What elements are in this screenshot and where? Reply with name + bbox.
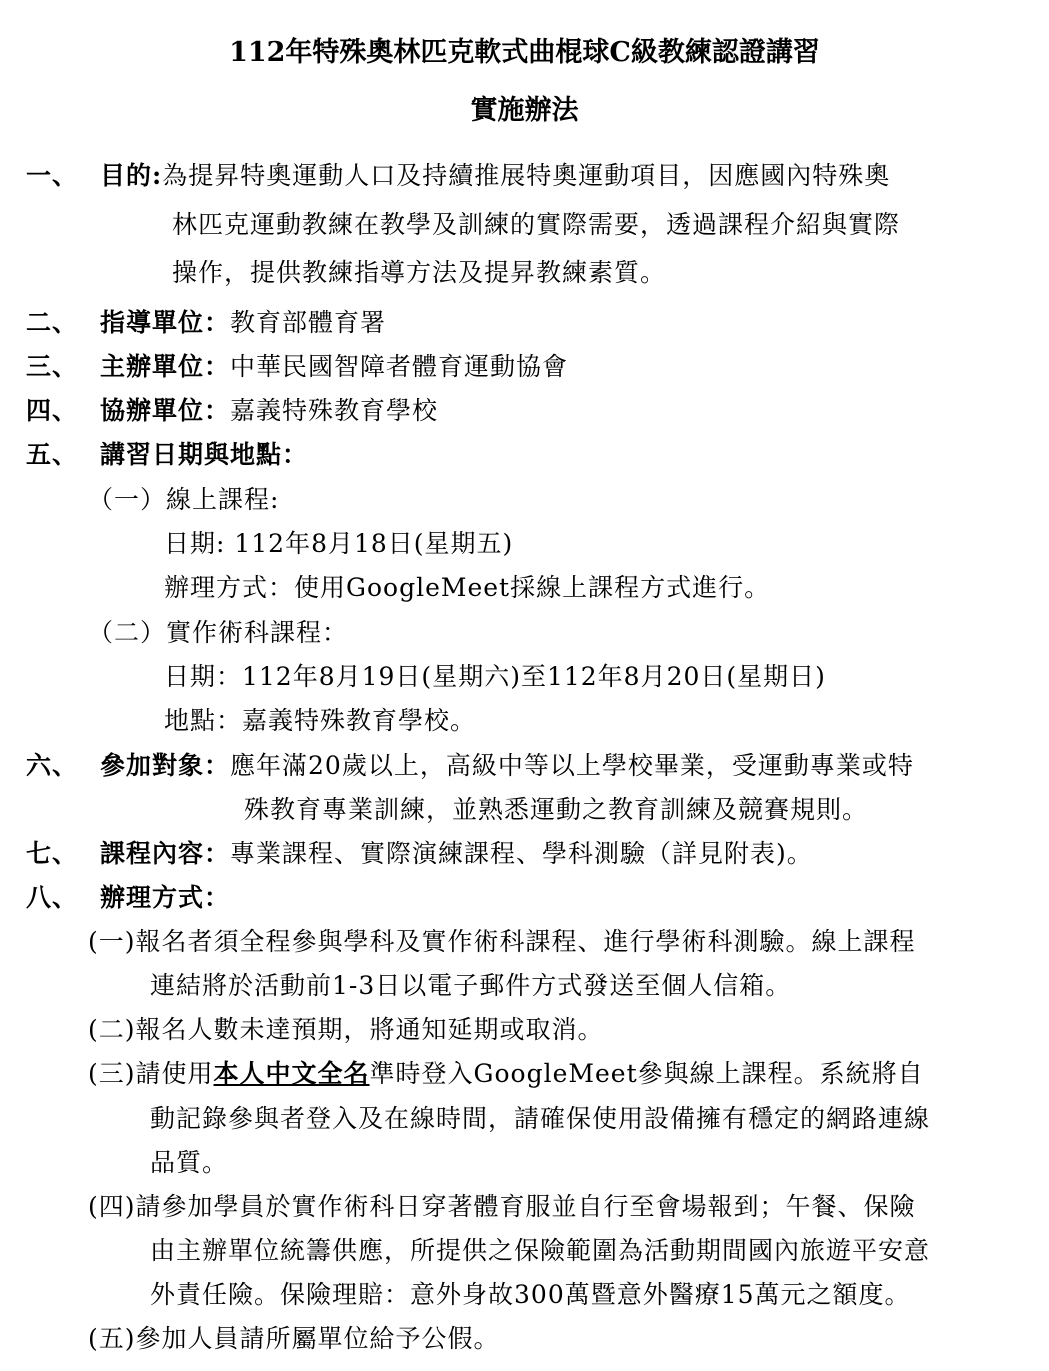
- practical-course-place: 地點：嘉義特殊教育學校。: [164, 706, 477, 735]
- section-label: 課程內容：: [100, 839, 231, 868]
- practical-course-date: 日期：112年8月19日(星期六)至112年8月20日(星期日): [164, 662, 826, 691]
- section-text: 為提昇特奧運動人口及持續推展特奧運動項目，因應國內特殊奧: [162, 161, 891, 190]
- procedure-item-5: (五)參加人員請所屬單位給予公假。: [88, 1324, 500, 1353]
- section-number: 六、: [26, 751, 79, 780]
- section-text: 殊教育專業訓練，並熟悉運動之教育訓練及競賽規則。: [244, 795, 869, 824]
- emphasized-text: 本人中文全名: [213, 1059, 370, 1088]
- section-text: 嘉義特殊教育學校: [230, 396, 439, 425]
- section-text: 教育部體育署: [230, 308, 387, 337]
- section-text: 專業課程、實際演練課程、學科測驗（詳見附表)。: [230, 839, 813, 868]
- procedure-item-3-cont: 動記錄參與者登入及在線時間，請確保使用設備擁有穩定的網路連線: [150, 1104, 931, 1133]
- procedure-item-3-cont: 品質。: [150, 1148, 229, 1177]
- section-label: 協辦單位：: [100, 396, 231, 425]
- document-subtitle: 實施辦法: [470, 95, 579, 126]
- section-label: 主辦單位：: [100, 352, 231, 381]
- section-number: 五、: [26, 440, 79, 469]
- section-course-content: [26, 839, 813, 869]
- section-number: 一、: [26, 161, 79, 190]
- procedure-item-2: (二)報名人數未達預期，將通知延期或取消。: [88, 1015, 604, 1044]
- procedure-item-1-cont: 連結將於活動前1-3日以電子郵件方式發送至個人信箱。: [150, 971, 792, 1000]
- procedure-item-4-cont: 由主辦單位統籌供應，所提供之保險範圍為活動期間國內旅遊平安意: [150, 1236, 931, 1265]
- section-number: 七、: [26, 839, 79, 868]
- section-label: 參加對象：: [100, 751, 231, 780]
- section-date-location: [26, 440, 308, 470]
- section-text: 應年滿20歲以上，高級中等以上學校畢業，受運動專業或特: [230, 751, 914, 780]
- section-number: 二、: [26, 308, 79, 337]
- document-title: 112年特殊奧林匹克軟式曲棍球C級教練認證講習: [229, 37, 820, 68]
- section-organizer: [26, 352, 568, 382]
- item-text: (三)請使用: [88, 1059, 214, 1088]
- section-participants: [26, 751, 914, 781]
- section-advisor: [26, 308, 386, 338]
- section-label: 講習日期與地點：: [100, 440, 309, 469]
- procedure-item-1: (一)報名者須全程參與學科及實作術科課程、進行學術科測驗。線上課程: [88, 927, 916, 956]
- procedure-item-4-cont: 外責任險。保險理賠：意外身故300萬暨意外醫療15萬元之額度。: [150, 1280, 911, 1309]
- section-text: 中華民國智障者體育運動協會: [230, 352, 569, 381]
- section-label: 辦理方式：: [100, 883, 231, 912]
- section-label: 指導單位：: [100, 308, 231, 337]
- section-procedure: [26, 883, 230, 913]
- procedure-item-3: [88, 1059, 924, 1089]
- section-coorganizer: [26, 396, 438, 426]
- section-number: 三、: [26, 352, 79, 381]
- online-course-method: 辦理方式：使用GoogleMeet採線上課程方式進行。: [164, 573, 771, 602]
- section-number: 四、: [26, 396, 79, 425]
- procedure-item-4: (四)請參加學員於實作術科日穿著體育服並自行至會場報到；午餐、保險: [88, 1192, 916, 1221]
- practical-course-heading: （二）實作術科課程：: [88, 618, 349, 647]
- section-label: 目的:: [100, 161, 163, 190]
- item-text: 準時登入GoogleMeet參與線上課程。系統將自: [369, 1059, 924, 1088]
- section-number: 八、: [26, 883, 79, 912]
- section-text: 林匹克運動教練在教學及訓練的實際需要，透過課程介紹與實際: [172, 210, 901, 239]
- online-course-heading: （一）線上課程:: [88, 485, 280, 514]
- online-course-date: 日期: 112年8月18日(星期五): [164, 529, 514, 558]
- section-purpose: [26, 161, 890, 191]
- section-text: 操作，提供教練指導方法及提昇教練素質。: [172, 258, 667, 287]
